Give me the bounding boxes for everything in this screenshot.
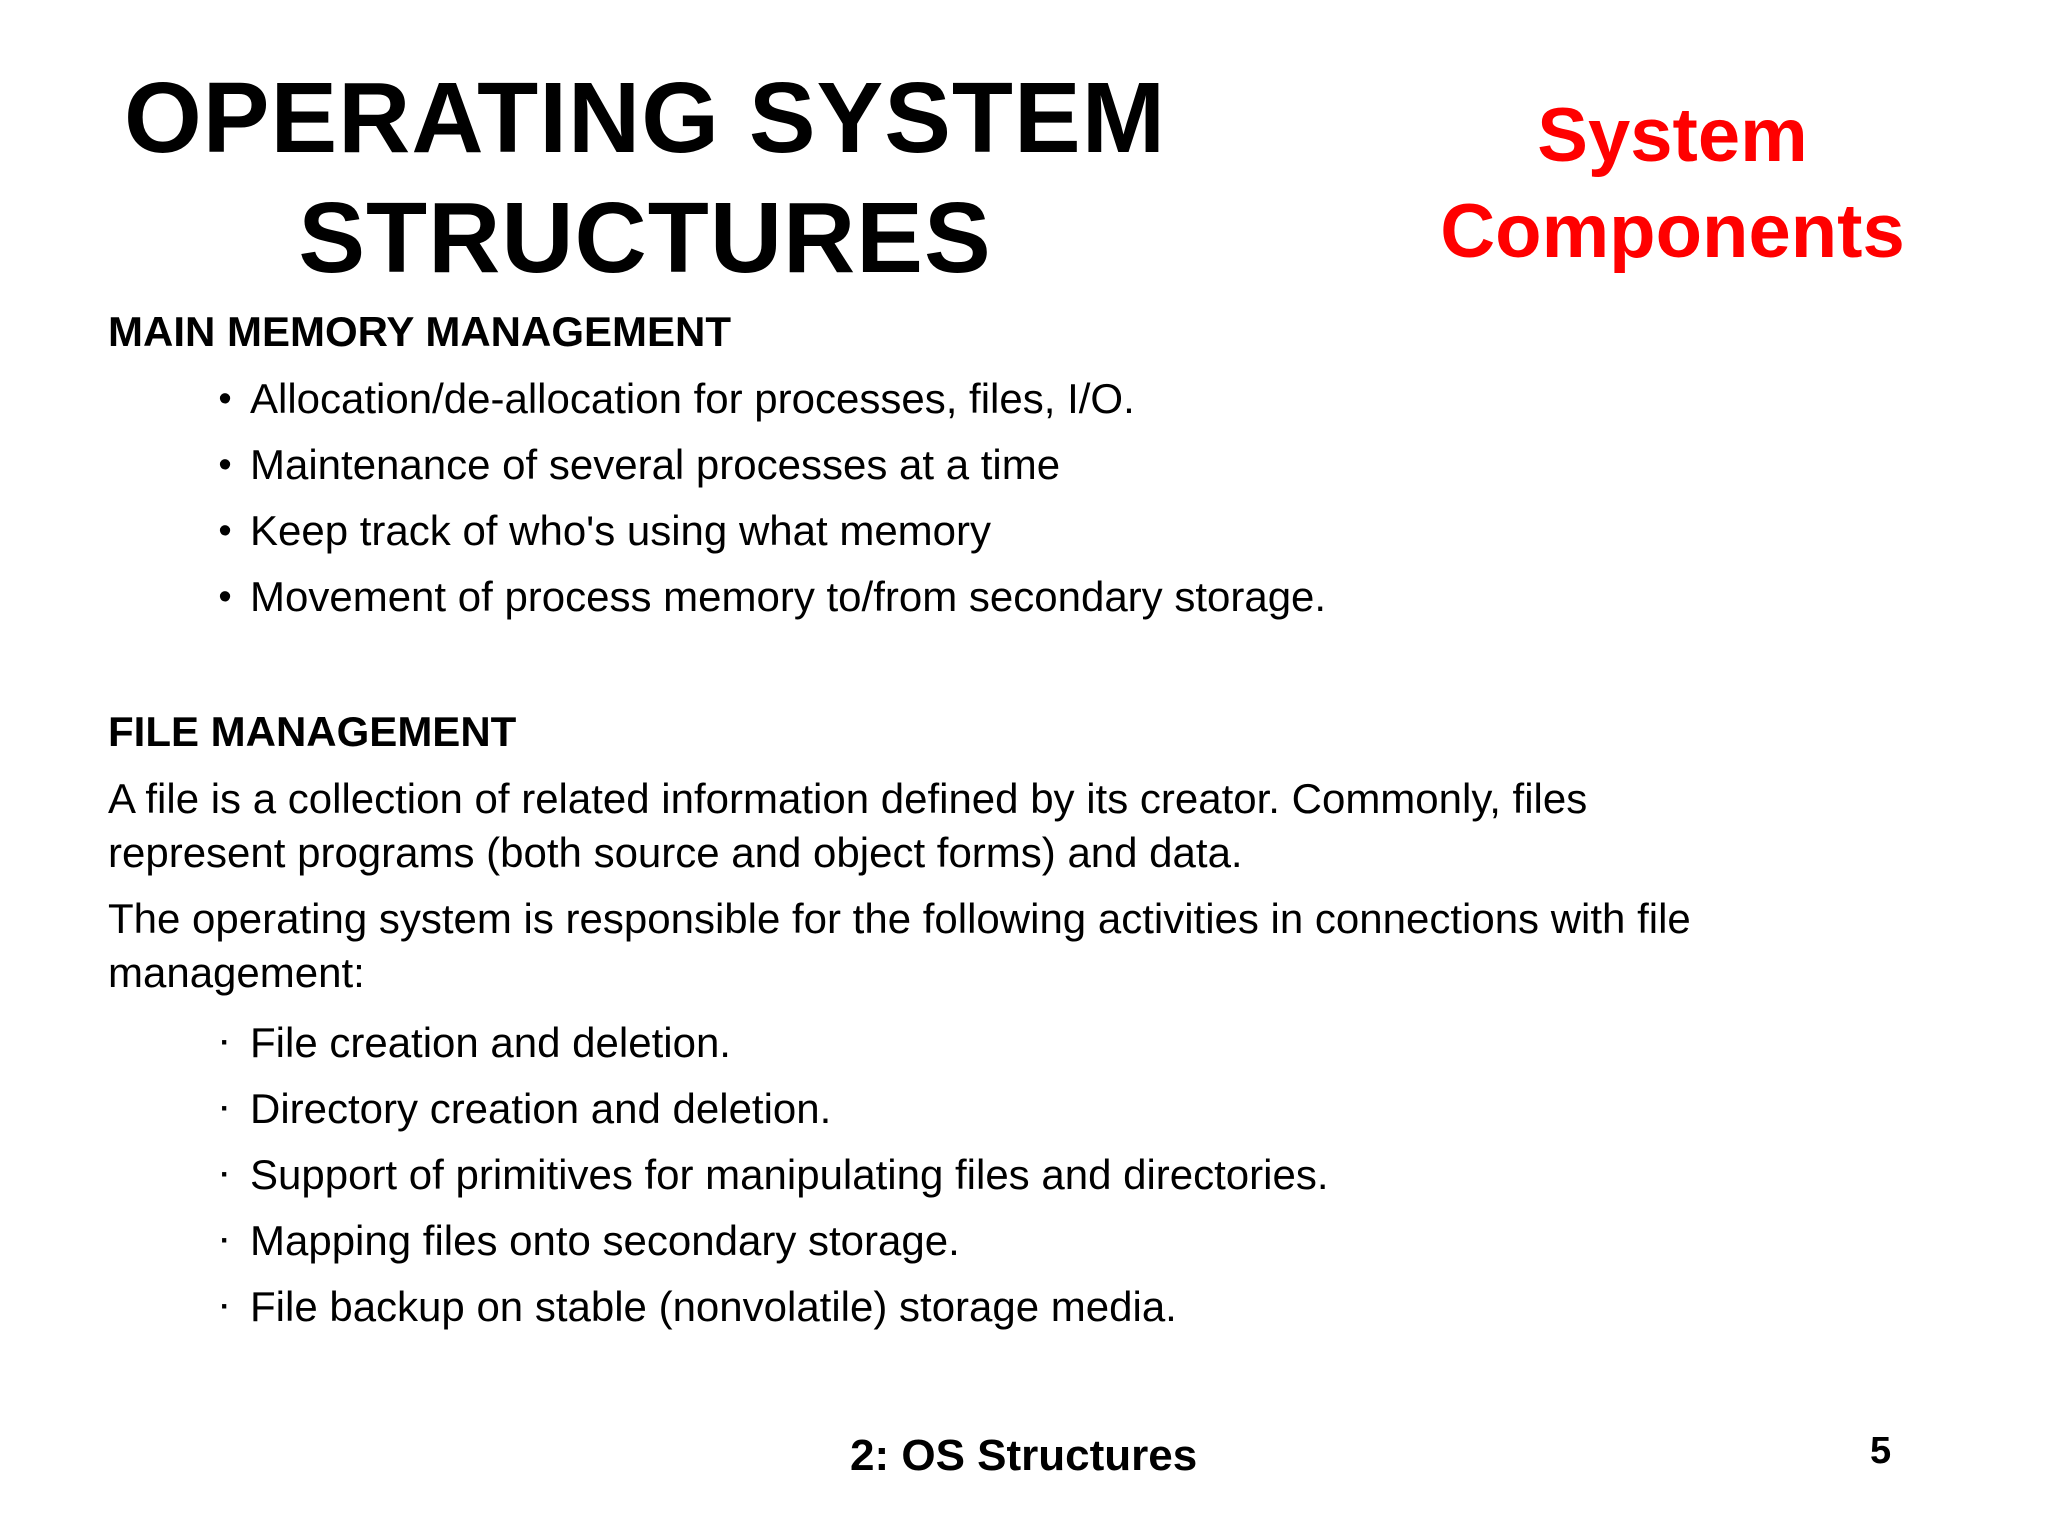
slide-title-line-2: STRUCTURES <box>298 182 992 294</box>
file-definition-line-1: A file is a collection of related information defined by its creator. Commonly, files <box>108 775 1588 822</box>
list-item <box>210 1142 1329 1208</box>
bullet-dot-icon: • <box>218 444 232 486</box>
list-item-text: Keep track of who's using what memory <box>250 507 992 554</box>
list-item <box>210 498 1326 564</box>
footer-chapter-label: 2: OS Structures <box>850 1431 1198 1480</box>
bullet-square-icon: · <box>220 1224 230 1257</box>
list-item-text: Maintenance of several processes at a time <box>250 441 1061 488</box>
file-definition-line-2: represent programs (both source and object forms) and data. <box>108 829 1243 876</box>
list-item <box>210 366 1326 432</box>
os-responsibility-line-2: management: <box>108 949 365 996</box>
list-item-text: File creation and deletion. <box>250 1019 731 1066</box>
list-item-text: Movement of process memory to/from secondary storage. <box>250 573 1327 620</box>
bullet-square-icon: · <box>220 1026 230 1059</box>
page-number: 5 <box>1870 1430 1892 1472</box>
list-item <box>210 564 1326 630</box>
list-item-text: Directory creation and deletion. <box>250 1085 832 1132</box>
slide-subtitle-line-1: System <box>1537 93 1808 178</box>
bullet-dot-icon: • <box>218 378 232 420</box>
bullet-square-icon: · <box>220 1158 230 1191</box>
bullet-square-icon: · <box>220 1092 230 1125</box>
list-item-text: Support of primitives for manipulating files and directories. <box>250 1151 1329 1198</box>
file-management-heading: FILE MANAGEMENT <box>108 708 517 755</box>
list-item-text: File backup on stable (nonvolatile) storage media. <box>250 1283 1177 1330</box>
list-item <box>210 1010 1329 1076</box>
bullet-dot-icon: • <box>218 576 232 618</box>
bullet-square-icon: · <box>220 1290 230 1323</box>
file-management-list <box>210 1010 1329 1340</box>
os-responsibility-paragraph <box>108 892 1908 1000</box>
slide-subtitle-line-2: Components <box>1440 189 1905 274</box>
bullet-dot-icon: • <box>218 510 232 552</box>
list-item <box>210 1208 1329 1274</box>
file-definition-paragraph <box>108 772 1908 880</box>
os-responsibility-line-1: The operating system is responsible for the following activities in connections with file <box>108 895 1691 942</box>
main-memory-heading: MAIN MEMORY MANAGEMENT <box>108 308 731 355</box>
slide-subtitle <box>1395 88 1950 280</box>
list-item-text: Mapping files onto secondary storage. <box>250 1217 960 1264</box>
slide-title-line-1: OPERATING SYSTEM <box>123 62 1167 174</box>
list-item <box>210 1274 1329 1340</box>
main-memory-list <box>210 366 1326 630</box>
list-item <box>210 1076 1329 1142</box>
list-item <box>210 432 1326 498</box>
slide-title <box>110 58 1180 298</box>
list-item-text: Allocation/de-allocation for processes, files, I/O. <box>250 375 1135 422</box>
